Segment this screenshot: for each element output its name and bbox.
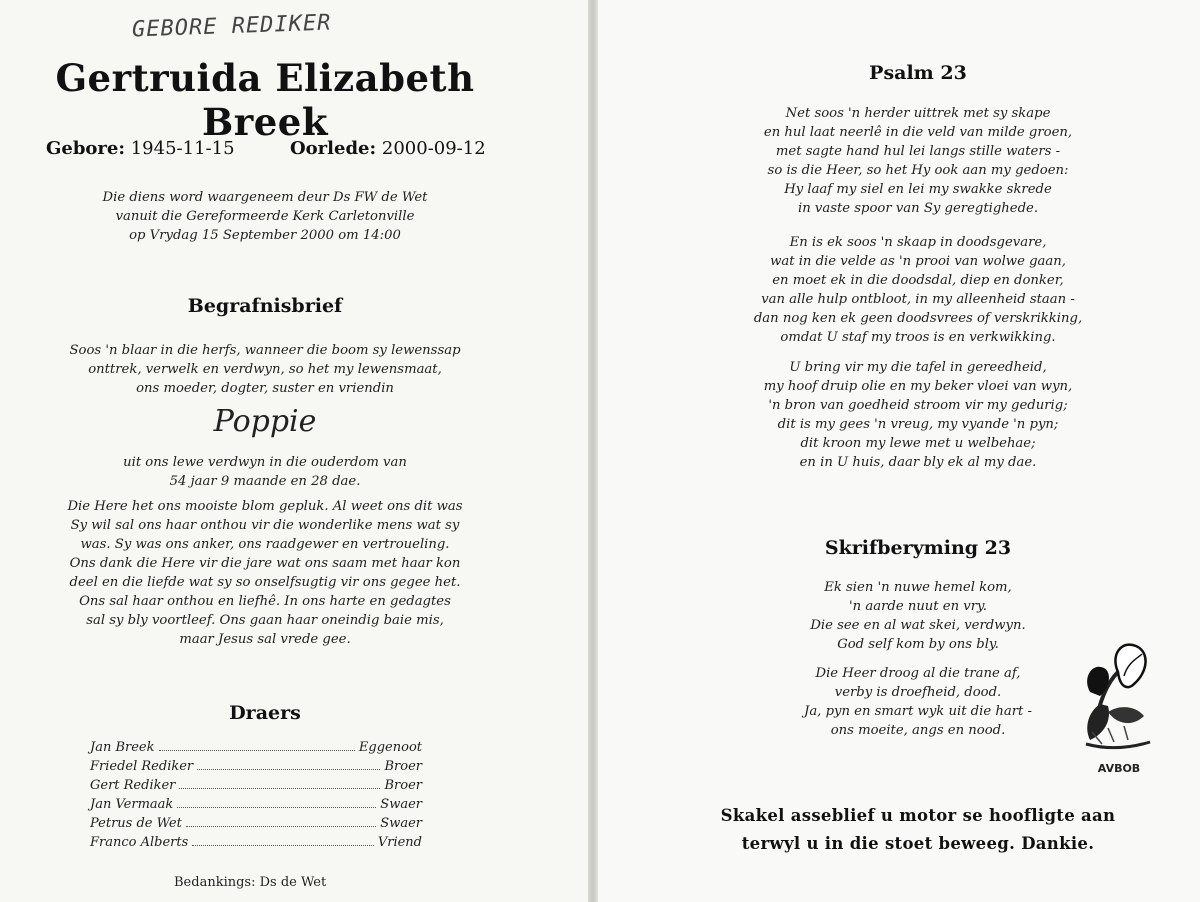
bearer-row bbox=[90, 757, 422, 776]
skrif-line: Die see en al wat skei, verdwyn. bbox=[810, 618, 1026, 633]
skrif-line: God self kom by ons bly. bbox=[837, 637, 999, 652]
skrif-line: verby is droefheid, dood. bbox=[834, 685, 1002, 700]
leader-dots bbox=[197, 769, 380, 770]
leader-dots bbox=[159, 750, 355, 751]
service-line: Die diens word waargeneem deur Ds FW de Wet bbox=[102, 190, 428, 205]
bearer-row bbox=[90, 814, 422, 833]
skrif-stanza bbox=[748, 578, 1088, 654]
letter-line: Sy wil sal ons haar onthou vir die wonderlike mens wat sy bbox=[70, 518, 460, 533]
psalm-heading: Psalm 23 bbox=[869, 62, 967, 84]
psalm-line: wat in die velde as 'n prooi van wolwe gaan, bbox=[770, 254, 1066, 269]
psalm-line: dan nog ken ek geen doodsvrees of verskrikking, bbox=[753, 311, 1083, 326]
bearer-name: Petrus de Wet bbox=[90, 816, 182, 831]
bearer-relation: Eggenoot bbox=[358, 740, 422, 755]
leader-dots bbox=[179, 788, 380, 789]
letter-line: 54 jaar 9 maande en 28 dae. bbox=[169, 474, 361, 489]
skrif-line: Ek sien 'n nuwe hemel kom, bbox=[824, 580, 1012, 595]
bearers-heading: Draers bbox=[229, 702, 301, 724]
leader-dots bbox=[177, 807, 376, 808]
thanks-line: Bedankings: Ds de Wet bbox=[174, 875, 327, 890]
lily-icon bbox=[1078, 632, 1160, 756]
handwritten-note: GEBORE REDIKER bbox=[131, 10, 332, 43]
died-label: Oorlede: bbox=[290, 138, 377, 159]
psalm-line: dit is my gees 'n vreug, my vyande 'n pyn; bbox=[777, 417, 1059, 432]
skrif-line: ons moeite, angs en nood. bbox=[830, 723, 1006, 738]
bearer-name: Friedel Rediker bbox=[90, 759, 194, 774]
psalm-line: my hoof druip olie en my beker vloei van wyn, bbox=[763, 379, 1073, 394]
letter-line: Soos 'n blaar in die herfs, wanneer die boom sy lewenssap bbox=[69, 343, 461, 358]
psalm-line: dit kroon my lewe met u welbehae; bbox=[800, 436, 1036, 451]
bearer-relation: Swaer bbox=[380, 797, 422, 812]
psalm-line: omdat U staf my troos is en verkwikking. bbox=[780, 330, 1056, 345]
letter-line: uit ons lewe verdwyn in die ouderdom van bbox=[123, 455, 407, 470]
bearer-name: Jan Breek bbox=[90, 740, 155, 755]
letter-line: ons moeder, dogter, suster en vriendin bbox=[136, 381, 394, 396]
page-fold bbox=[588, 0, 598, 902]
notice-line: Skakel asseblief u motor se hoofligte aan bbox=[720, 806, 1116, 825]
psalm-stanza bbox=[708, 104, 1128, 218]
avbob-text: AVBOB bbox=[1097, 762, 1141, 775]
bearer-row bbox=[90, 738, 422, 757]
leader-dots bbox=[186, 826, 376, 827]
skrif-line: 'n aarde nuut en vry. bbox=[849, 599, 987, 614]
skrif-line: Die Heer droog al die trane af, bbox=[815, 666, 1021, 681]
psalm-line: in vaste spoor van Sy geregtighede. bbox=[797, 201, 1039, 216]
letter-line: was. Sy was ons anker, ons raadgewer en vertroueling. bbox=[80, 537, 450, 552]
psalm-line: 'n bron van goedheid stroom vir my gedurig; bbox=[768, 398, 1068, 413]
skrif-line: Ja, pyn en smart wyk uit die hart - bbox=[804, 704, 1032, 719]
letter-line: maar Jesus sal vrede gee. bbox=[179, 632, 351, 647]
skrif-stanza bbox=[748, 664, 1088, 740]
psalm-line: en hul laat neerlê in die veld van milde groen, bbox=[763, 125, 1073, 140]
born-date: 1945-11-15 bbox=[130, 138, 235, 159]
bearer-relation: Vriend bbox=[377, 835, 422, 850]
letter-body bbox=[30, 497, 500, 649]
death-date bbox=[290, 138, 486, 159]
letter-line: Die Here het ons mooiste blom gepluk. Al weet ons dit was bbox=[67, 499, 463, 514]
bearer-name: Jan Vermaak bbox=[90, 797, 174, 812]
bearer-row bbox=[90, 795, 422, 814]
psalm-line: U bring vir my die tafel in gereedheid, bbox=[789, 360, 1047, 375]
letter-line: deel en die liefde wat sy so onselfsugtig vir ons gegee het. bbox=[69, 575, 461, 590]
born-label: Gebore: bbox=[46, 138, 125, 159]
bearer-row bbox=[90, 776, 422, 795]
avbob-logo bbox=[1078, 632, 1160, 775]
birth-date bbox=[46, 138, 235, 159]
psalm-stanza bbox=[708, 233, 1128, 347]
letter-line: Ons dank die Here vir die jare wat ons saam met haar kon bbox=[69, 556, 461, 571]
right-page bbox=[598, 0, 1200, 902]
deceased-name: Gertruida Elizabeth Breek bbox=[55, 56, 475, 144]
psalm-stanza bbox=[708, 358, 1128, 472]
service-line: vanuit die Gereformeerde Kerk Carletonville bbox=[115, 209, 415, 224]
letter-line: onttrek, verwelk en verdwyn, so het my lewensmaat, bbox=[88, 362, 442, 377]
psalm-line: van alle hulp ontbloot, in my alleenheid staan - bbox=[761, 292, 1075, 307]
letter-intro bbox=[40, 341, 490, 398]
letter-line: Ons sal haar onthou en liefhê. In ons harte en gedagtes bbox=[79, 594, 451, 609]
left-page bbox=[0, 0, 588, 902]
bearer-relation: Broer bbox=[384, 759, 422, 774]
bearer-row bbox=[90, 833, 422, 852]
nickname: Poppie bbox=[213, 404, 317, 439]
bearer-name: Franco Alberts bbox=[90, 835, 189, 850]
psalm-line: Hy laaf my siel en lei my swakke skrede bbox=[784, 182, 1052, 197]
psalm-line: so is die Heer, so het Hy ook aan my gedoen: bbox=[767, 163, 1069, 178]
letter-line: sal sy bly voortleef. Ons gaan haar oneindig baie mis, bbox=[86, 613, 444, 628]
letter-age bbox=[60, 453, 470, 491]
bearer-relation: Broer bbox=[384, 778, 422, 793]
bearer-relation: Swaer bbox=[380, 816, 422, 831]
bearer-name: Gert Rediker bbox=[90, 778, 176, 793]
psalm-line: en moet ek in die doodsdal, diep en donker, bbox=[772, 273, 1064, 288]
psalm-line: en in U huis, daar bly ek al my dae. bbox=[799, 455, 1037, 470]
psalm-line: met sagte hand hul lei langs stille waters - bbox=[775, 144, 1061, 159]
letter-heading: Begrafnisbrief bbox=[187, 295, 343, 317]
died-date: 2000-09-12 bbox=[381, 138, 486, 159]
skrif-heading: Skrifberyming 23 bbox=[824, 537, 1012, 559]
notice-line: terwyl u in die stoet beweeg. Dankie. bbox=[741, 834, 1095, 853]
headlights-notice bbox=[658, 802, 1178, 858]
psalm-line: En is ek soos 'n skaap in doodsgevare, bbox=[789, 235, 1047, 250]
psalm-line: Net soos 'n herder uittrek met sy skape bbox=[785, 106, 1051, 121]
bearers-list bbox=[90, 738, 422, 852]
service-line: op Vrydag 15 September 2000 om 14:00 bbox=[129, 228, 401, 243]
service-info bbox=[60, 188, 470, 245]
leader-dots bbox=[192, 845, 374, 846]
